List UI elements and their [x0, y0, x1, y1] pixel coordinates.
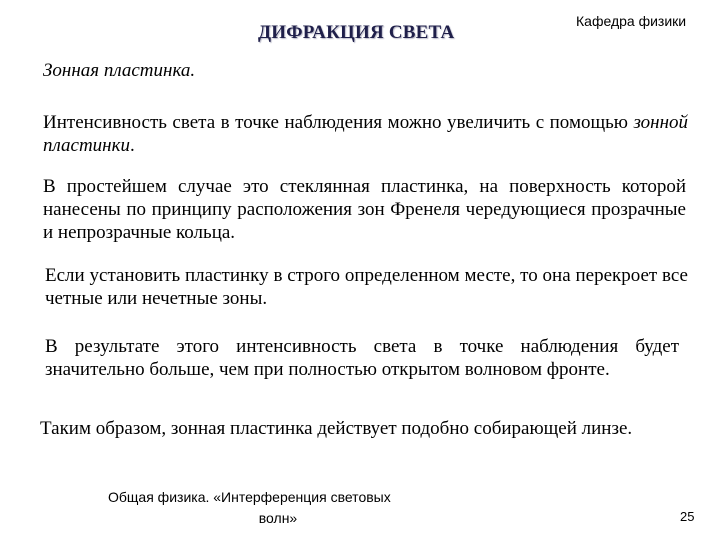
- paragraph-result: В результате этого интенсивность света в точке наблюдения будет значительно больше, чем при полностью открытом волновом фронте.: [45, 336, 679, 380]
- paragraph-definition: В простейшем случае это стеклянная пластинка, на поверхность которой нанесены по принципу расположения зон Френеля чередующиеся прозрачные и непрозрачные кольца.: [43, 176, 686, 243]
- paragraph-intensity-end: .: [129, 135, 135, 156]
- page-number: 25: [680, 509, 695, 524]
- paragraph-intensity: [43, 111, 688, 157]
- paragraph-intensity-text: Интенсивность света в точке наблюдения можно увеличить с помощью: [43, 112, 634, 133]
- zone-plate-term: зонной пластинки: [43, 112, 688, 156]
- paragraph-placement: Если установить пластинку в строго определенном месте, то она перекроет все четные или нечетные зоны.: [45, 265, 688, 309]
- section-subtitle: Зонная пластинка.: [43, 60, 196, 81]
- department-label: Кафедра физики: [576, 13, 687, 29]
- paragraph-conclusion: Таким образом, зонная пластинка действует подобно собирающей линзе.: [40, 418, 633, 439]
- slide-title: ДИФРАКЦИЯ СВЕТА: [258, 22, 455, 43]
- footer-course-line2: волн»: [258, 510, 298, 526]
- footer-course-line1: Общая физика. «Интерференция световых: [108, 489, 391, 505]
- footer-course: [108, 487, 448, 529]
